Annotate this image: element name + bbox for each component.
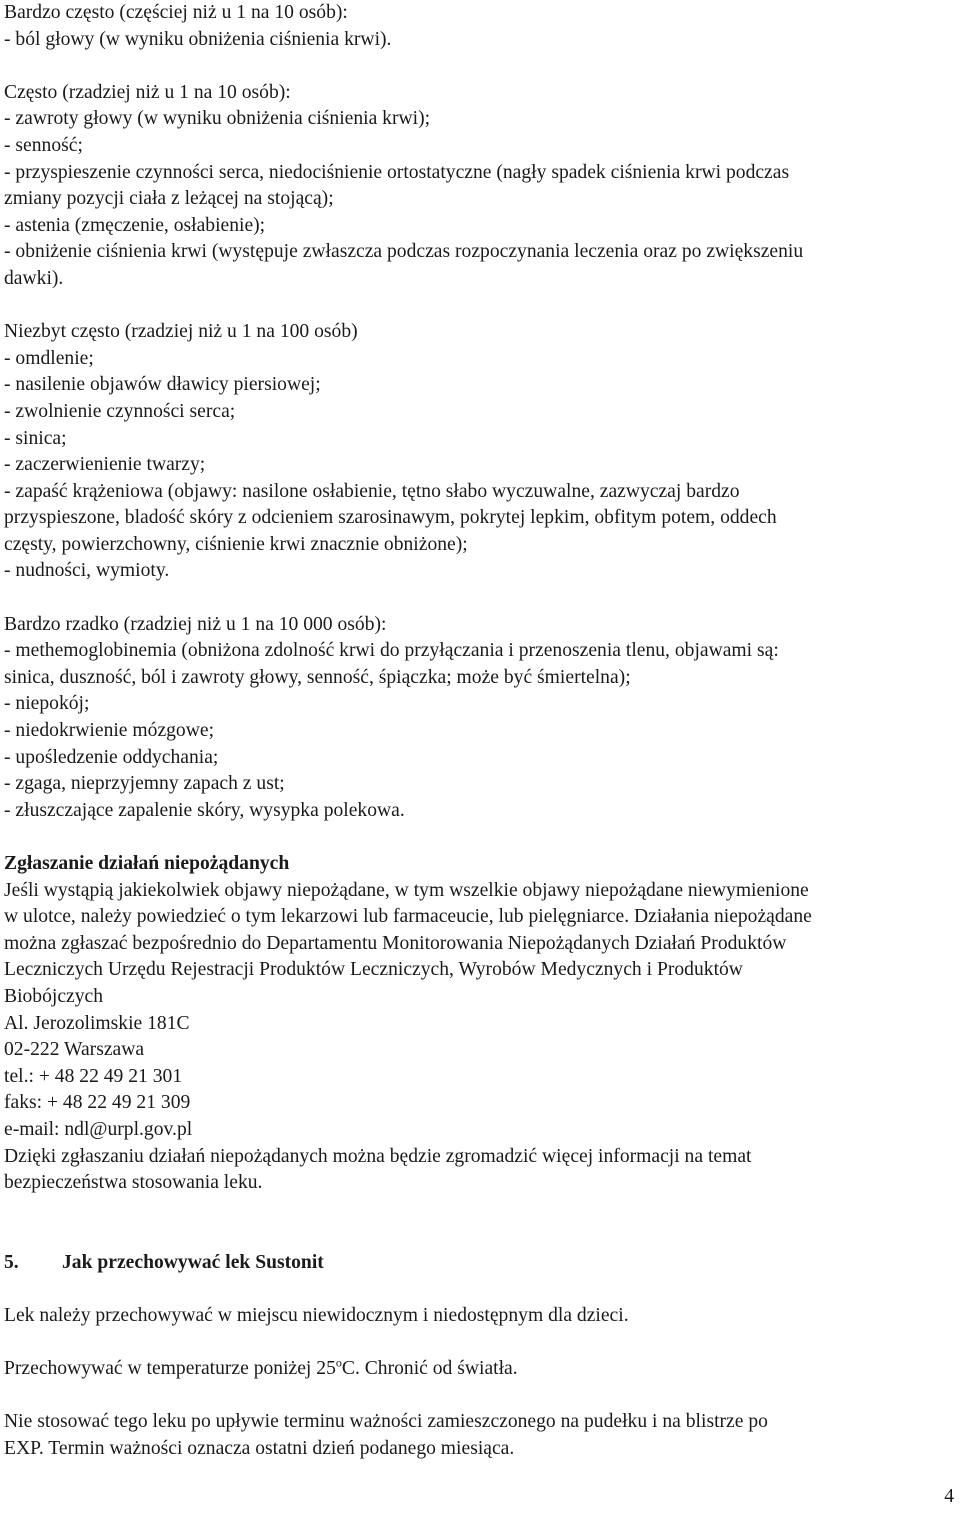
list-item: - ból głowy (w wyniku obniżenia ciśnienia krwi). [4, 28, 392, 50]
storage-children [4, 1303, 958, 1330]
list-item: - złuszczające zapalenie skóry, wysypka polekowa. [4, 799, 405, 821]
list-item: - astenia (zmęczenie, osłabienie); [4, 214, 266, 236]
temp-text: Przechowywać w temperaturze poniżej 25 [4, 1358, 336, 1380]
spacer [4, 1383, 958, 1410]
list-item: - zaczerwienienie twarzy; [4, 454, 206, 476]
temp-text-end: C. Chronić od światła. [341, 1358, 518, 1380]
section-reporting [4, 851, 958, 1197]
body-line: Dzięki zgłaszaniu działań niepożądanych można będzie zgromadzić więcej informacji na temat [4, 1145, 752, 1167]
body-line: można zgłaszać bezpośrednio do Departamentu Monitorowania Niepożądanych Działań Produktów [4, 932, 787, 954]
spacer [4, 1197, 958, 1250]
section-title: Jak przechowywać lek Sustonit [62, 1251, 324, 1273]
section-very-rare [4, 612, 958, 825]
list-item: - zwolnienie czynności serca; [4, 400, 236, 422]
body-line: w ulotce, należy powiedzieć o tym lekarzowi lub farmaceucie, lub pielęgniarce. Działania niepożądane [4, 906, 812, 928]
list-item: - upośledzenie oddychania; [4, 746, 219, 768]
section-heading: Często (rzadziej niż u 1 na 10 osób): [4, 81, 291, 103]
page-number: 4 [944, 1486, 954, 1507]
list-item: - niepokój; [4, 693, 90, 715]
spacer [4, 585, 958, 612]
phone-line: tel.: + 48 22 49 21 301 [4, 1065, 183, 1087]
spacer [4, 1276, 958, 1303]
spacer [4, 53, 958, 80]
degree-sup: o [335, 1355, 342, 1370]
list-item: - przyspieszenie czynności serca, niedociśnienie ortostatyczne (nagły spadek ciśnienia krwi podczas [4, 161, 790, 183]
list-item-continuation: sinica, duszność, ból i zawroty głowy, senność, śpiączka; może być śmiertelna); [4, 666, 631, 688]
section-heading: Bardzo często (częściej niż u 1 na 10 osób): [4, 2, 348, 23]
leaflet-page [4, 0, 958, 1462]
list-item: - nudności, wymioty. [4, 560, 170, 582]
body-line: Leczniczych Urzędu Rejestracji Produktów Leczniczych, Wyrobów Medycznych i Produktów [4, 959, 743, 981]
expiry-info [4, 1409, 958, 1462]
list-item: - niedokrwienie mózgowe; [4, 720, 215, 742]
body-line: bezpieczeństwa stosowania leku. [4, 1172, 263, 1194]
section-number: 5. [4, 1251, 19, 1273]
section-heading: Niezbyt często (rzadziej niż u 1 na 100 osób) [4, 321, 358, 343]
section-heading: Bardzo rzadko (rzadziej niż u 1 na 10 000 osób): [4, 613, 387, 635]
address-line: Al. Jerozolimskie 181C [4, 1012, 190, 1034]
body-line: Jeśli wystąpią jakiekolwiek objawy niepożądane, w tym wszelkie objawy niepożądane niewymienione [4, 879, 809, 901]
fax-line: faks: + 48 22 49 21 309 [4, 1092, 191, 1114]
list-item-continuation: dawki). [4, 267, 64, 289]
list-item-continuation: przyspieszone, bladość skóry z odcieniem szarosinawym, pokrytej lepkim, obfitym potem, oddech [4, 507, 777, 529]
list-item-continuation: zmiany pozycji ciała z leżącej na stojącą); [4, 188, 334, 210]
list-item: - omdlenie; [4, 347, 94, 369]
body-line: Lek należy przechowywać w miejscu niewidocznym i niedostępnym dla dzieci. [4, 1304, 629, 1326]
section-common [4, 80, 958, 293]
body-line: EXP. Termin ważności oznacza ostatni dzień podanego miesiąca. [4, 1437, 515, 1459]
spacer [4, 824, 958, 851]
list-item: - methemoglobinemia (obniżona zdolność krwi do przyłączania i przenoszenia tlenu, objawami są: [4, 640, 779, 662]
body-line: Biobójczych [4, 985, 104, 1007]
section-uncommon [4, 319, 958, 585]
body-line [4, 1356, 958, 1383]
list-item: - zawroty głowy (w wyniku obniżenia ciśnienia krwi); [4, 108, 431, 130]
list-item: - obniżenie ciśnienia krwi (występuje zwłaszcza podczas rozpoczynania leczenia oraz po zwiększeniu [4, 241, 804, 263]
section-5-heading [4, 1250, 958, 1277]
spacer [4, 1330, 958, 1357]
list-item-continuation: częsty, powierzchowny, ciśnienie krwi znacznie obniżone); [4, 533, 468, 555]
address-line: 02-222 Warszawa [4, 1039, 145, 1061]
storage-temperature [4, 1356, 958, 1383]
list-item: - senność; [4, 134, 83, 156]
list-item: - zgaga, nieprzyjemny zapach z ust; [4, 773, 285, 795]
list-item: - zapaść krążeniowa (objawy: nasilone osłabienie, tętno słabo wyczuwalne, zazwyczaj bardzo [4, 480, 740, 502]
list-item: - sinica; [4, 427, 67, 449]
spacer [4, 293, 958, 320]
section-very-common [4, 0, 958, 53]
body-line: Nie stosować tego leku po upływie terminu ważności zamieszczonego na pudełku i na blistrze po [4, 1411, 768, 1433]
section-heading-bold: Zgłaszanie działań niepożądanych [4, 853, 290, 874]
email-line: e-mail: ndl@urpl.gov.pl [4, 1118, 193, 1140]
list-item: - nasilenie objawów dławicy piersiowej; [4, 374, 321, 396]
